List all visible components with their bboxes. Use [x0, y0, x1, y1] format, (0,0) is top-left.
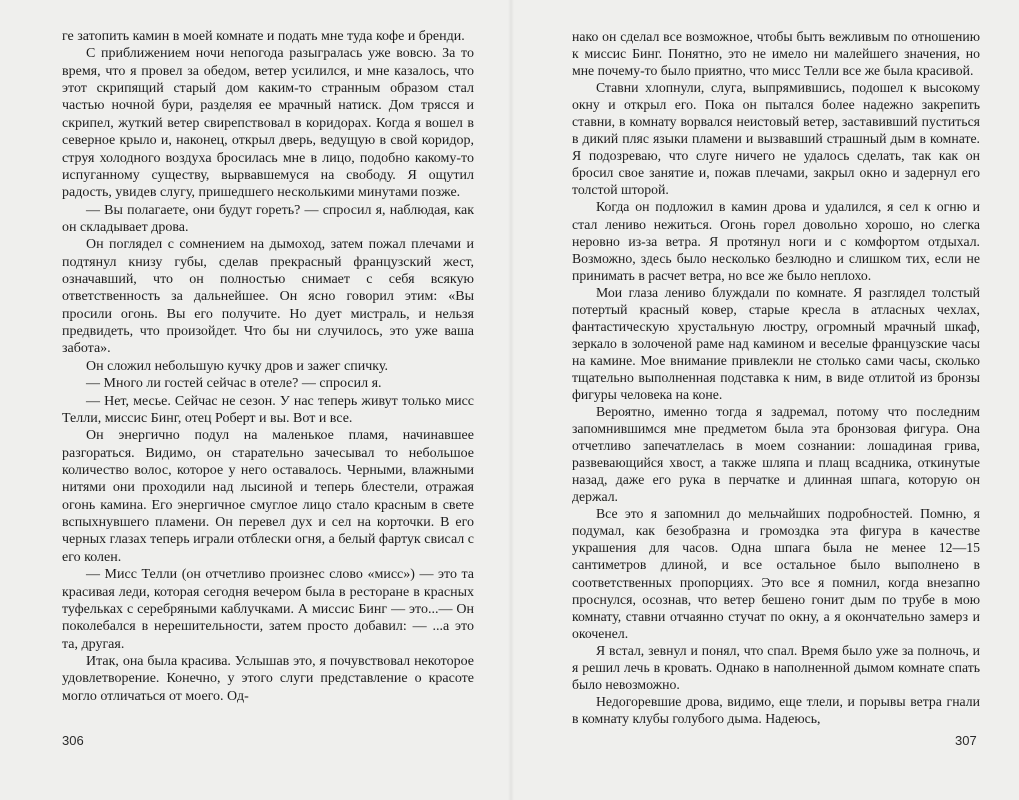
page-number-left: 306	[62, 733, 84, 748]
left-page	[62, 28, 474, 705]
paragraph: — Мисс Телли (он отчетливо произнес слово «мисс») — это та красивая леди, которая сегодня вечером была в ресторане в красных туфельках с серебряными каблучками. А миссис Бинг — это...— Он поколебался в нерешительности, затем просто добавил: — ...а это та, другая.	[62, 567, 474, 652]
paragraph: Мои глаза лениво блуждали по комнате. Я разглядел толстый потертый красный ковер, старые кресла в атласных чехлах, фантастическую хрустальную люстру, огромный мрачный шкаф, зеркало в золоченой раме над камином и веселые французские часы на камине. Мое внимание привлекли не столько сами часы, сколько тщательно выполненная подставка к ним, в виде отлитой из бронзы фигуры человека на коне.	[572, 284, 980, 402]
paragraph: Когда он подложил в камин дрова и удалился, я сел к огню и стал лениво нежиться. Огонь горел довольно хорошо, но слегка неровно из-за ветра. Я протянул ноги и с комфортом отдыхал. Возможно, здесь было несколько безлюдно и слишком тих, если не принимать в расчет ветра, но все же было неплохо.	[572, 199, 980, 283]
paragraph: Недогоревшие дрова, видимо, еще тлели, и порывы ветра гнали в комнату клубы голубого дыма. Надеюсь,	[572, 693, 980, 726]
book-gutter	[508, 0, 514, 800]
page-number-right: 307	[955, 733, 977, 748]
paragraph: нако он сделал все возможное, чтобы быть вежливым по отношению к миссис Бинг. Понятно, это не имело ни малейшего значения, но мне почему-то было приятно, что мисс Телли все же была красивой.	[572, 29, 980, 79]
paragraph: Ставни хлопнули, слуга, выпрямившись, подошел к высокому окну и открыл его. Пока он пытался более надежно закрепить ставни, в комнату ворвался неистовый ветер, заставивший пуститься в дикий пляс языки пламени и вызвавший страшный дым в комнате. Я подозреваю, что слуге ничего не удалось сделать, так как он бросил свое занятие и, пожав плечами, закрыл окно и задернул его толстой шторой.	[572, 80, 980, 198]
right-page	[572, 28, 980, 727]
paragraph: Он поглядел с сомнением на дымоход, затем пожал плечами и подтянул книзу губы, сделав прекрасный французский жест, означавший, что он полностью снимает с себя всякую ответственность за дальнейшее. Он ясно говорил этим: «Вы просили огонь. Вы его получите. Но дует мистраль, и нельзя предвидеть, что произойдет. Что бы ни случилось, это уже ваша забота».	[62, 237, 474, 357]
paragraph: Все это я запомнил до мельчайших подробностей. Помню, я подумал, как безобразна и громоздка эта фигура в качестве украшения для часов. Одна шпага была не менее 12—15 сантиметров длиной, и все остальное было выполнено в соответственных пропорциях. Это все я помнил, когда внезапно проснулся, осознав, что ветер бешено гонит дым по трубе в мою комнату, ставни отчаянно стучат по окну, а я окончательно замерз и окоченел.	[572, 506, 980, 641]
paragraph: Итак, она была красива. Услышав это, я почувствовал некоторое удовлетворение. Конечно, у этого слуги представление о красоте могло отличаться от моего. Од-	[62, 653, 474, 704]
paragraph: Он сложил небольшую кучку дров и зажег спичку.	[86, 358, 388, 374]
paragraph: — Вы полагаете, они будут гореть? — спросил я, наблюдая, как он складывает дрова.	[62, 202, 474, 235]
paragraph: С приближением ночи непогода разыгралась уже вовсю. За то время, что я провел за обедом, ветер усилился, и мне казалось, что этот скрипящий старый дом каким-то странным образом стал частью ночной бури, разделяя ее мрачный натиск. Дом трясся и скрипел, жуткий ветер свирепствовал в коридорах. Когда я вошел в северное крыло и, наконец, открыл дверь, ведущую в свой коридор, струя холодного воздуха бросилась мне в лицо, подобно какому-то испуганному существу, вырвавшемуся на свободу. Я ощутил радость, увидев слугу, пришедшего несколькими минутами позже.	[62, 46, 474, 201]
paragraph: Я встал, зевнул и понял, что спал. Время было уже за полночь, и я решил лечь в кровать. Однако в наполненной дымом комнате спать было невозможно.	[572, 642, 980, 692]
paragraph: ге затопить камин в моей комнате и подать мне туда кофе и бренди.	[62, 29, 465, 44]
paragraph: Вероятно, именно тогда я задремал, потому что последним запомнившимся мне предметом была эта бронзовая фигура. Она отчетливо запечатлелась в моем сознании: лошадиная грива, развевающийся хвост, а также шляпа и плащ всадника, откинутые назад, даже его рука в перчатке и длинная шпага, которую он держал.	[572, 404, 980, 505]
paragraph: — Нет, месье. Сейчас не сезон. У нас теперь живут только мисс Телли, миссис Бинг, отец Роберт и вы. Вот и все.	[62, 393, 474, 426]
paragraph: Он энергично подул на маленькое пламя, начинавшее разгораться. Видимо, он старательно зачесывал то небольшое количество волос, которое у него оставалось. Черными, влажными нитями они проходили над лысиной и теперь блестели, отражая огонь камина. Его энергичное смуглое лицо стало красным в свете вспыхнувшего пламени. Он перевел дух и сел на корточки. В его черных глазах теперь играли отблески огня, а белый фартук свисал с его колен.	[62, 428, 474, 565]
paragraph: — Много ли гостей сейчас в отеле? — спросил я.	[86, 376, 382, 392]
